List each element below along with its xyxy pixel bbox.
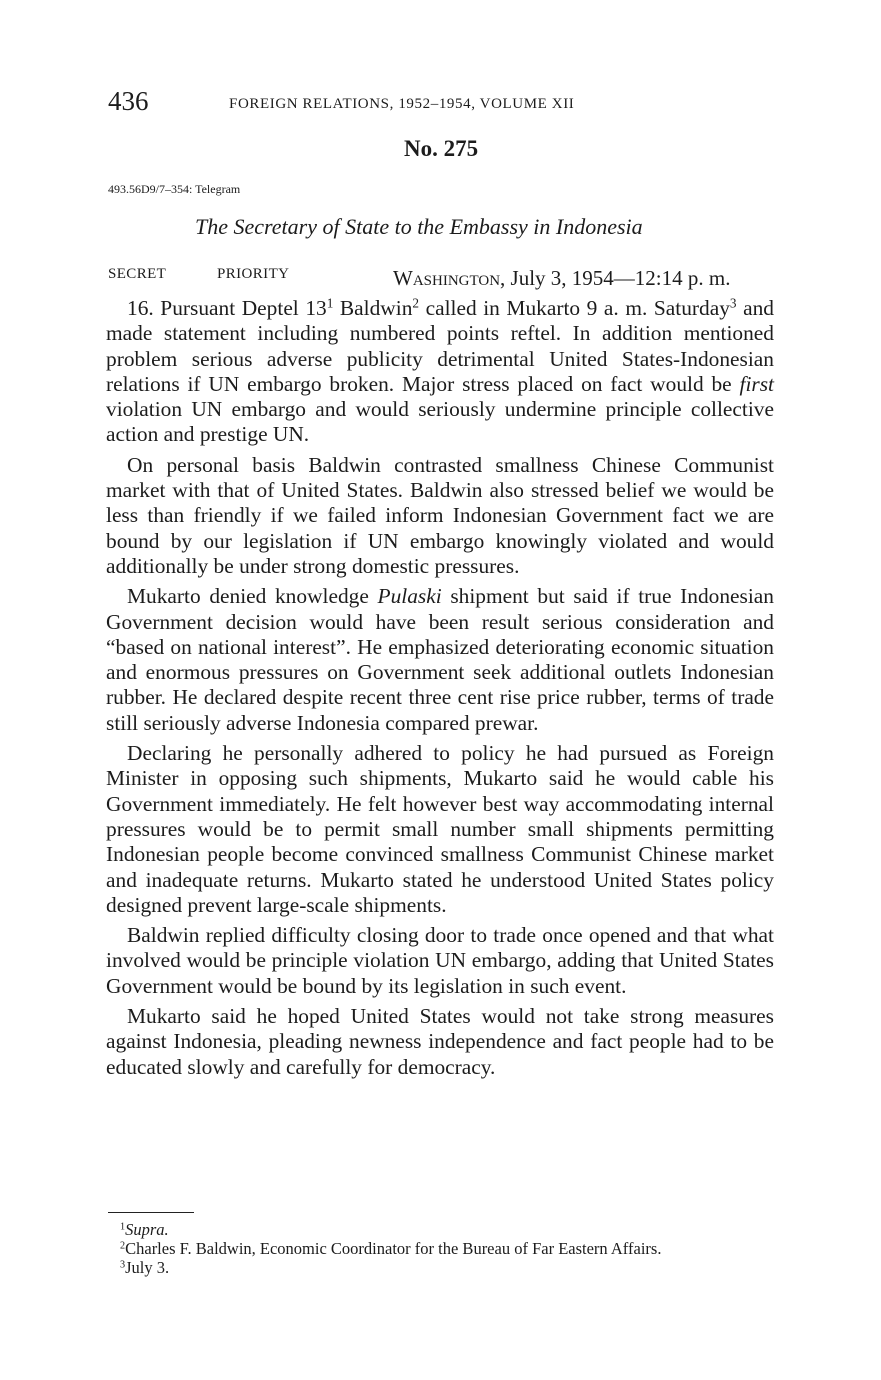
paragraph-6: Mukarto said he hoped United States would not take strong measures against Indonesia, pleading newness independence and fact people had to be educated slowly and carefully for democracy.	[106, 1004, 774, 1079]
p1-emphasis: first	[739, 371, 774, 396]
paragraph-2: On personal basis Baldwin contrasted smallness Chinese Communist market with that of United States. Baldwin also stressed belief we would be less than friendly if we failed inform Indonesian Government fact we are bound by our legislation if UN embargo knowingly violated and would additionally be under strong domestic pressures.	[106, 452, 774, 578]
priority-label: PRIORITY	[217, 266, 290, 282]
telegram-body	[106, 296, 774, 1085]
paragraph-5: Baldwin replied difficulty closing door to trade once opened and that what involved would be principle violation UN embargo, adding that United States Government would be bound by its legislation in such event.	[106, 923, 774, 998]
footnote-3-marker: 3	[120, 1259, 126, 1271]
footnote-divider	[108, 1212, 194, 1213]
dateline: Washington, July 3, 1954—12:14 p. m.	[393, 266, 731, 290]
p3-text-a: Mukarto denied knowledge	[127, 584, 378, 609]
footnote-2	[108, 1239, 798, 1258]
p1-text-a: 16. Pursuant Deptel 13	[127, 296, 327, 320]
footnote-ref-1: 1	[326, 295, 334, 311]
dateline-place: Washington	[393, 266, 501, 290]
footnote-1-text: Supra.	[125, 1220, 169, 1239]
footnote-3-text: July 3.	[125, 1258, 170, 1277]
paragraph-1	[106, 296, 774, 448]
document-title: The Secretary of State to the Embassy in Indonesia	[195, 214, 643, 239]
page-number: 436	[108, 86, 149, 116]
footnote-ref-3: 3	[729, 295, 737, 311]
paragraph-4: Declaring he personally adhered to policy he had pursued as Foreign Minister in opposing such shipments, Mukarto said he would cable his Government immediately. He felt however best way accommodating internal pressures would be to permit small number small shipments permitting Indonesian people become convinced smallness Communist Chinese market and inadequate returns. Mukarto stated he understood United States policy designed prevent large-scale shipments.	[106, 741, 774, 917]
footnote-1-marker: 1	[120, 1221, 126, 1233]
p1-text-c: called in Mukarto 9 a. m. Saturday	[419, 296, 730, 320]
footnote-1	[108, 1220, 798, 1239]
footnote-2-text: Charles F. Baldwin, Economic Coordinator for the Bureau of Far Eastern Affairs.	[125, 1239, 662, 1258]
footnote-3	[108, 1258, 798, 1277]
footnotes	[108, 1220, 798, 1277]
p1-text-d: and made statement including numbered points reftel. In addition mentioned problem serious adverse publicity detrimental United States-Indonesian relations if UN embargo broken. Major stress placed on fact would be	[106, 296, 774, 396]
paragraph-3	[106, 584, 774, 736]
running-title: FOREIGN RELATIONS, 1952–1954, VOLUME XII	[229, 96, 575, 112]
dateline-date: July 3, 1954—12:14 p. m.	[510, 266, 731, 290]
p3-text-c: shipment but said if true Indonesian Government decision would have been result serious consideration and “based on national interest”. He emphasized deteriorating economic situation and enormous pressures on Government seek additional outlets Indonesian rubber. He declared despite recent three cent rise price rubber, terms of trade still seriously adverse Indonesia compared prewar.	[106, 584, 774, 735]
p3-ship-name: Pulaski	[377, 584, 442, 609]
document-number: No. 275	[404, 136, 479, 161]
p1-text-b: Baldwin	[333, 296, 413, 320]
footnote-ref-2: 2	[412, 295, 420, 311]
footnote-2-marker: 2	[120, 1240, 126, 1252]
classification-label: SECRET	[108, 266, 167, 282]
file-reference: 493.56D9/7–354: Telegram	[108, 182, 241, 196]
p1-text-f: violation UN embargo and would seriously undermine principle collective action and prestige UN.	[106, 397, 774, 447]
